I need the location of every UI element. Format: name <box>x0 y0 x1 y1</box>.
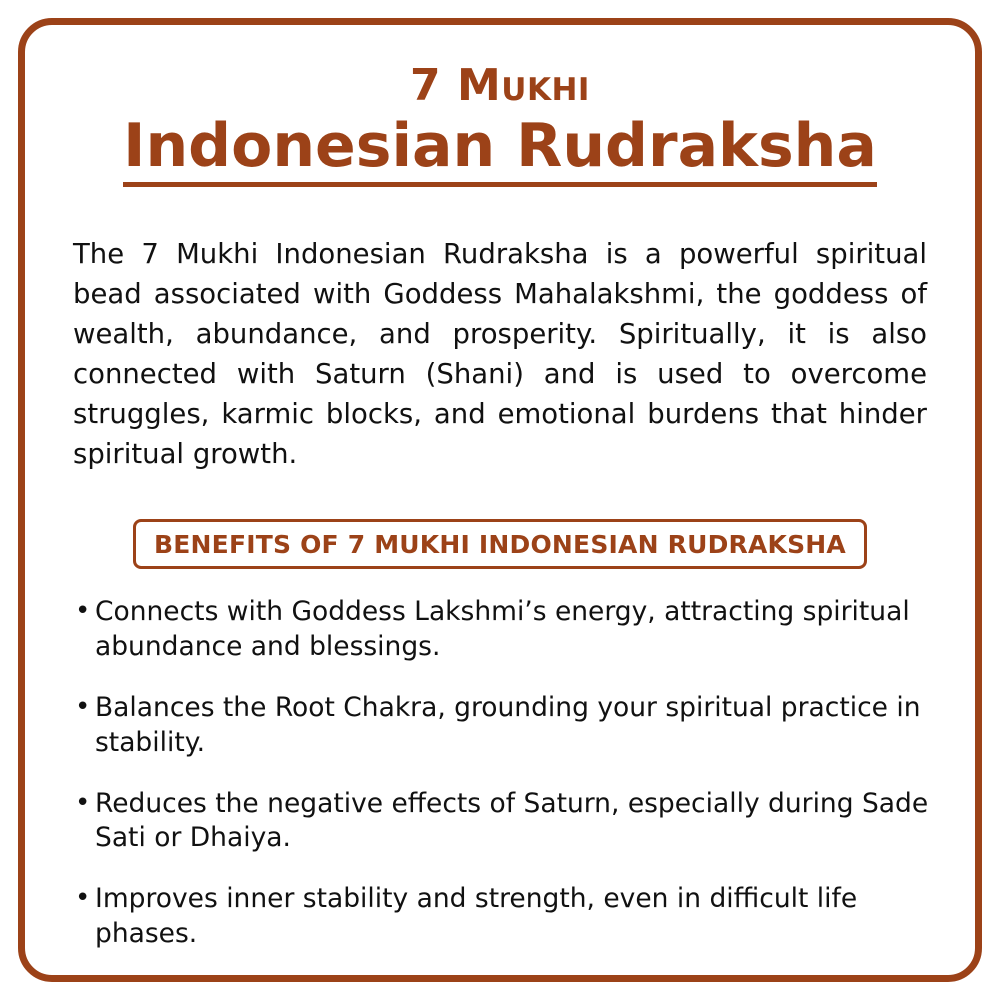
list-item <box>75 691 929 761</box>
list-item <box>75 882 929 952</box>
list-item-text: Balances the Root Chakra, grounding your spiritual practice in stability. <box>95 691 921 758</box>
list-item <box>75 595 929 665</box>
card-content <box>25 25 975 975</box>
bullet-icon: • <box>75 595 91 626</box>
title-subheading: 7 Mukhi <box>410 60 590 111</box>
intro-paragraph: The 7 Mukhi Indonesian Rudraksha is a powerful spiritual bead associated with Goddess Mahalakshmi, the goddess of wealth, abundance, and prosperity. Spiritually, it is also connected with Saturn (Shani) and is used to overcome struggles, karmic blocks, and emotional burdens that hinder spiritual growth. <box>73 238 927 470</box>
list-item-text: Reduces the negative effects of Saturn, especially during Sade Sati or Dhaiya. <box>95 787 929 854</box>
bullet-icon: • <box>75 691 91 722</box>
list-item <box>75 787 929 857</box>
title-block <box>67 60 933 187</box>
benefits-heading-wrap <box>67 519 933 569</box>
info-card <box>18 18 982 982</box>
page-title: Indonesian Rudraksha <box>123 113 877 187</box>
list-item-text: Connects with Goddess Lakshmi’s energy, attracting spiritual abundance and blessings. <box>95 595 910 662</box>
bullet-icon: • <box>75 883 91 914</box>
list-item-text: Improves inner stability and strength, even in difficult life phases. <box>95 883 858 950</box>
benefits-list <box>67 595 933 953</box>
bullet-icon: • <box>75 787 91 818</box>
benefits-heading: BENEFITS OF 7 MUKHI INDONESIAN RUDRAKSHA <box>133 519 867 569</box>
